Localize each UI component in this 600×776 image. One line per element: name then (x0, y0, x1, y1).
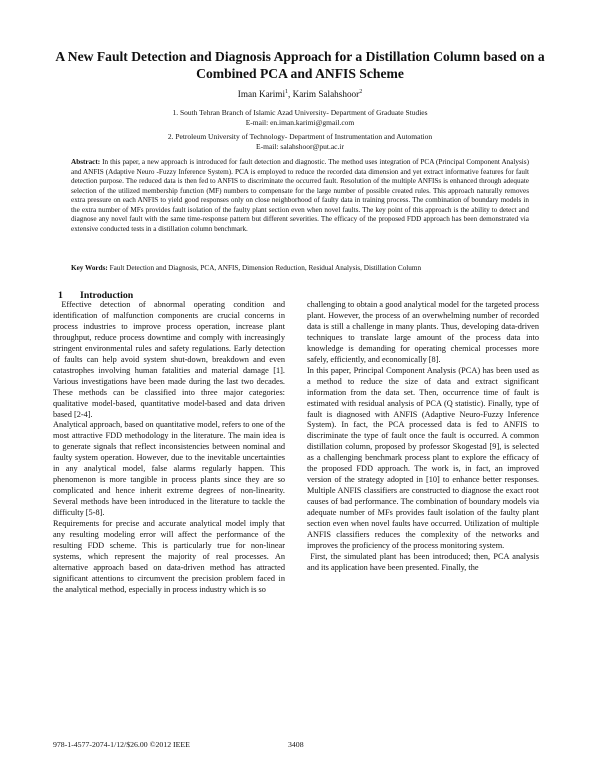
paragraph: In this paper, Principal Component Analysis (PCA) has been used as a method to reduce the size of data and extract significant information from the data set. Then, occurrence time of fault is estimated with residual analysis of PCA (Q statistic). Finally, type of fault is diagnosed with ANFIS (Adaptive Neuro-Fuzzy Inference System). In fact, the PCA processed data is fed to ANFIS to discriminate the type of fault once the fault is occurred. A common distillation column, proposed by professor Skogestad [9], is selected as a challenging benchmark process plant to explore the efficacy of the proposed FDD approach. The work is, in fact, an improved version of the strategy adopted in [10] to enhance better responses. Multiple ANFIS classifiers are constructed to diagnose the exact root causes of bad performance. The combination of boundary models via adequate number of MFs provides fault isolation of the faulty plant section even when novel faults have occurred. Utilization of multiple ANFIS classifiers reduces the complexity of the networks and improves the proficiency of the process monitoring system. (307, 365, 539, 550)
keywords (71, 264, 529, 274)
abstract-text: In this paper, a new approach is introduced for fault detection and diagnostic. The method uses integration of PCA (Principal Component Analysis) and ANFIS (Adaptive Neuro -Fuzzy Inference System). PCA is employed to reduce the recorded data dimension and yet extract informative features for fault detection purpose. The reduced data is then fed to ANFIS to discriminate the occurred fault. Resolution of the multiple ANFISs is enhanced through adequate selection of the utilized membership function (MF) numbers to compensate for the large number of possible created rules. This approach naturally removes extra pressure on each ANFIS to yield good responses only on close neighborhood of faulty data in training process. The combination of boundary models in the extra number of MFs provides fault isolation of the faulty plant section even when novel faults. The key point of this approach is the ability to detect and diagnose any novel fault with the same time-response pattern but different severities. The efficacy of the proposed FDD approach has been demonstrated via extensive conducted tests in a distillation column benchmark. (71, 158, 529, 233)
paragraph: First, the simulated plant has been introduced; then, PCA analysis and its application have been presented. Finally, the (307, 551, 539, 572)
copyright-footer: 978-1-4577-2074-1/12/$26.00 ©2012 IEEE (53, 740, 190, 749)
affiliation-email: E-mail: salahshoor@put.ac.ir (256, 141, 344, 151)
right-column (307, 300, 539, 574)
keywords-text: Fault Detection and Diagnosis, PCA, ANFIS, Dimension Reduction, Residual Analysis, Distillation Column (107, 264, 422, 272)
paragraph: Analytical approach, based on quantitative model, refers to one of the most attractive FDD methodology in the literature. The main idea is to generate signals that reflect inconsistencies between nominal and faulty system operation. However, due to the inevitable uncertainties in any analytical model, false alarms regularly happen. This phenomenon is more tangible in process plants since they are so complicated and hence inherit extreme degrees of non-linearity. Several methods have been introduced in the literature to tackle the difficulty [5-8]. (53, 420, 285, 518)
page-number: 3408 (288, 740, 304, 749)
author-name: Iman Karimi (237, 89, 285, 99)
keywords-label: Key Words: (71, 264, 108, 272)
affiliation-email: E-mail: en.iman.karimi@gmail.com (245, 117, 355, 127)
author-separator: , (288, 89, 293, 99)
author-affiliation-mark: 1 (285, 88, 288, 95)
affiliation-2 (40, 132, 560, 151)
section-title: Introduction (80, 290, 134, 301)
section-number: 1 (58, 290, 63, 301)
affiliation-line: 1. South Tehran Branch of Islamic Azad University- Department of Graduate Studies (172, 108, 428, 117)
paper-title: A New Fault Detection and Diagnosis Approach for a Distillation Column based on a Combined PCA and ANFIS Scheme (55, 49, 545, 81)
paragraph: challenging to obtain a good analytical model for the targeted process plant. However, the process of an overwhelming number of recorded data is still a challenge in many plants. Thus, developing data-driven techniques to translate large amount of the process data into knowledge is demanding for operating chemical processes more safely, efficiently, and economically [8]. (307, 300, 539, 364)
author-name: Karim Salahshoor (292, 89, 360, 99)
affiliation-line: 2. Petroleum University of Technology- Department of Instrumentation and Automation (167, 132, 433, 141)
paragraph: Requirements for precise and accurate analytical model imply that any resulting modeling error will affect the performance of the resulting FDD scheme. This is particularly true for non-linear systems, which represent the majority of real processes. An alternative approach based on data-driven method has attracted significant attentions to circumvent the precision problem faced in the analytical method, especially in process industry which is so (53, 519, 285, 594)
author-line (40, 88, 560, 100)
affiliation-1 (40, 108, 560, 127)
left-column (53, 300, 285, 596)
abstract-label: Abstract: (71, 158, 101, 166)
abstract (71, 158, 529, 234)
paragraph: Effective detection of abnormal operating condition and identification of malfunction components are crucial concerns in process industries to improve process operation, increase plant throughput, reduce process downtime and comply with increasingly stringent environmental rules and safety regulations. Early detection of faults can help avoid system shut-down, breakdown and even catastrophes involving human fatalities and material damage [1]. Various investigations have been made during the last two decades. These methods can be classified into three major categories: qualitative model-based, quantitative model-based and data driven based [2-4]. (53, 300, 285, 419)
author-affiliation-mark: 2 (359, 88, 363, 95)
